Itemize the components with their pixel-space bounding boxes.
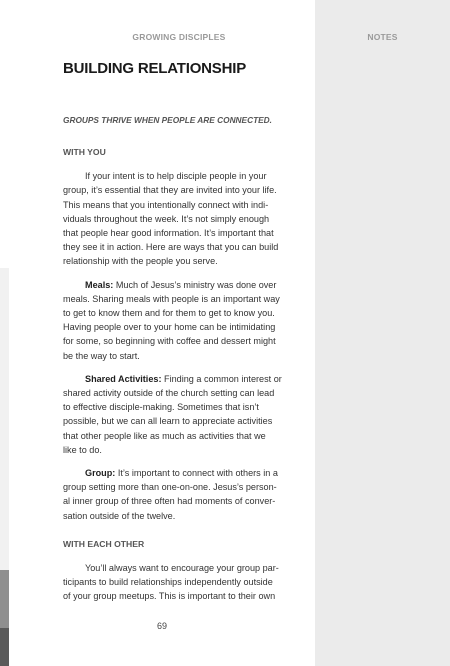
paragraph [63, 372, 299, 457]
body-text [63, 145, 299, 613]
paragraph-line: It’s important to connect with others in a [115, 468, 278, 479]
page-title: BUILDING RELATIONSHIP [63, 60, 247, 77]
paragraph-line: Having people over to your home can be intimidating [63, 322, 276, 333]
paragraph-line: possible, but we can all learn to appreciate activities [63, 416, 273, 427]
paragraph-line: Much of Jesus’s ministry was done over [113, 279, 277, 290]
paragraph-line: meals. Sharing meals with people is an important way [63, 293, 280, 304]
paragraph-line: sation outside of the twelve. [63, 510, 176, 521]
paragraph-line: relationship with the people you serve. [63, 256, 218, 267]
paragraph [63, 561, 299, 604]
section-heading: WITH EACH OTHER [63, 538, 145, 549]
paragraph-line: to effective disciple-making. Sometimes that isn’t [63, 402, 259, 413]
paragraph-lead: Shared Activities: [85, 373, 162, 384]
paragraph-line: You’ll always want to encourage your group par- [85, 563, 279, 574]
page-edge-dark [0, 628, 9, 666]
paragraph-line: group, it’s essential that they are invited into your life. [63, 185, 277, 196]
paragraph [63, 169, 299, 268]
paragraph-line: they see it in action. Here are ways that you can build [63, 242, 279, 253]
paragraph [63, 278, 299, 363]
paragraph-line: viduals throughout the week. It’s not simply enough [63, 213, 270, 224]
paragraph-line: that people hear good information. It’s important that [63, 228, 274, 239]
paragraph-lead: Group: [85, 468, 116, 479]
kicker-subheading: GROUPS THRIVE WHEN PEOPLE ARE CONNECTED. [63, 115, 272, 125]
page-edge-mid [0, 570, 9, 628]
notes-label: NOTES [367, 32, 398, 42]
paragraph-line: to get to know them and for them to get to know you. [63, 308, 275, 319]
paragraph-line: like to do. [63, 444, 102, 455]
paragraph-line: If your intent is to help disciple people in your [85, 171, 267, 182]
notes-column [315, 0, 450, 666]
section-heading: WITH YOU [63, 147, 106, 157]
page-edge-light [0, 268, 9, 570]
paragraph-line: that other people like as much as activities that we [63, 430, 266, 441]
paragraph-line: Finding a common interest or [161, 373, 282, 384]
paragraph [63, 466, 299, 523]
paragraph-line: be the way to start. [63, 350, 140, 361]
paragraph-line: shared activity outside of the church setting can lead [63, 388, 275, 399]
paragraph-line: for some, so beginning with coffee and dessert might [63, 336, 276, 347]
paragraph-line: of your group meetups. This is important to their own [63, 591, 276, 602]
paragraph-line: group setting more than one-on-one. Jesus’s person- [63, 482, 277, 493]
paragraph-line: ticipants to build relationships independently outside [63, 577, 273, 588]
paragraph-line: al inner group of three often had moments of conver- [63, 496, 276, 507]
paragraph-lead: Meals: [85, 279, 114, 290]
running-head: GROWING DISCIPLES [132, 32, 226, 42]
paragraph-line: This means that you intentionally connect with indi- [63, 199, 269, 210]
page-number: 69 [156, 621, 167, 631]
